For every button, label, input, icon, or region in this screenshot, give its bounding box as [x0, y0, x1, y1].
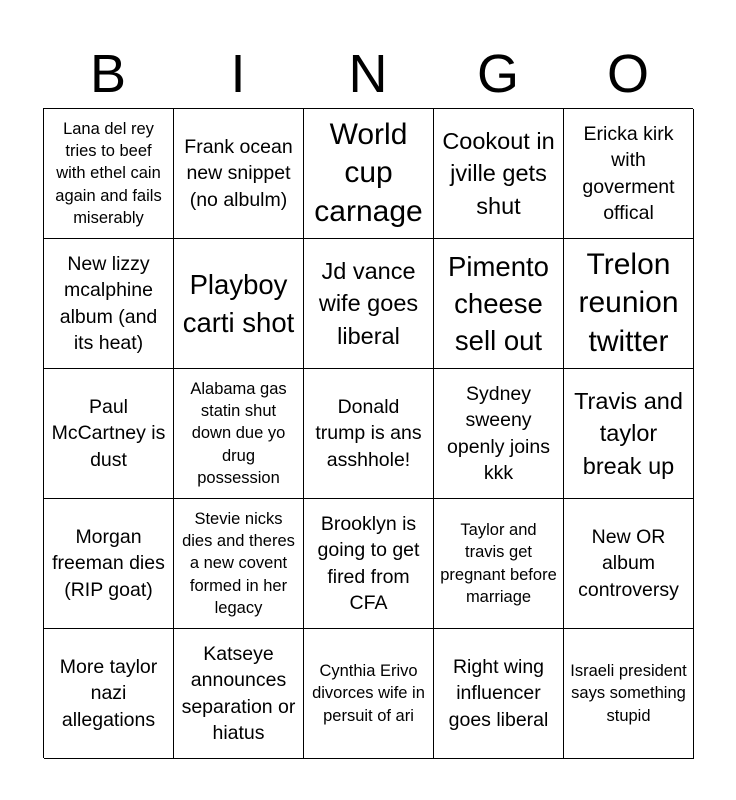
- bingo-cell[interactable]: [564, 629, 694, 759]
- bingo-cell[interactable]: [434, 109, 564, 239]
- bingo-cell[interactable]: [434, 499, 564, 629]
- cell-text: Right wing influencer goes liberal: [448, 656, 549, 731]
- bingo-cell[interactable]: [564, 369, 694, 499]
- bingo-header: [43, 40, 693, 108]
- cell-text: Cookout in jville gets shut: [442, 127, 555, 219]
- cell-text: Cynthia Erivo divorces wife in persuit of ari: [312, 662, 425, 725]
- cell-text: Pimento cheese sell out: [448, 250, 549, 357]
- bingo-cell[interactable]: [174, 109, 304, 239]
- header-letter-b: B: [89, 44, 127, 104]
- bingo-cell[interactable]: [304, 629, 434, 759]
- bingo-cell[interactable]: [174, 239, 304, 369]
- bingo-cell[interactable]: [304, 369, 434, 499]
- cell-text: Stevie nicks dies and theres a new covent formed in her legacy: [182, 509, 295, 617]
- bingo-cell[interactable]: [174, 499, 304, 629]
- cell-text: Trelon reunion twitter: [578, 247, 679, 358]
- bingo-cell[interactable]: [304, 499, 434, 629]
- header-letter-g: G: [476, 44, 519, 104]
- cell-text: Ericka kirk with goverment offical: [582, 123, 675, 224]
- cell-text: Brooklyn is going to get fired from CFA: [317, 513, 420, 614]
- bingo-cell[interactable]: [304, 239, 434, 369]
- bingo-cell[interactable]: [434, 369, 564, 499]
- cell-text: New lizzy mcalphine album (and its heat): [59, 253, 158, 354]
- bingo-cell[interactable]: [564, 109, 694, 239]
- cell-text: Travis and taylor break up: [574, 387, 683, 479]
- cell-text: Paul McCartney is dust: [51, 396, 166, 471]
- bingo-cell[interactable]: [304, 109, 434, 239]
- bingo-cell[interactable]: [564, 239, 694, 369]
- cell-text: Lana del rey tries to beef with ethel cain again and fails miserably: [55, 119, 162, 227]
- bingo-grid: [43, 108, 693, 758]
- cell-text: Sydney sweeny openly joins kkk: [447, 383, 550, 484]
- bingo-cell[interactable]: [434, 629, 564, 759]
- header-letter-n: N: [348, 44, 388, 104]
- bingo-cell[interactable]: [44, 239, 174, 369]
- header-letter-o: O: [606, 44, 649, 104]
- cell-text: Morgan freeman dies (RIP goat): [52, 526, 165, 601]
- cell-text: More taylor nazi allegations: [59, 656, 158, 731]
- bingo-cell[interactable]: [434, 239, 564, 369]
- bingo-cell[interactable]: [174, 629, 304, 759]
- cell-text: Jd vance wife goes liberal: [318, 257, 419, 349]
- cell-text: World cup carnage: [314, 117, 423, 228]
- cell-text: Taylor and travis get pregnant before marriage: [440, 520, 557, 606]
- cell-text: Playboy carti shot: [182, 269, 295, 338]
- bingo-cell[interactable]: [44, 109, 174, 239]
- cell-text: Katseye announces separation or hiatus: [181, 643, 296, 744]
- cell-text: Alabama gas statin shut down due yo drug possession: [190, 379, 287, 487]
- bingo-cell[interactable]: [564, 499, 694, 629]
- bingo-cell[interactable]: [44, 499, 174, 629]
- bingo-cell[interactable]: [44, 629, 174, 759]
- cell-text: New OR album controversy: [578, 526, 679, 601]
- header-letter-i: I: [230, 44, 246, 104]
- bingo-cell[interactable]: [44, 369, 174, 499]
- cell-text: Israeli president says something stupid: [570, 662, 687, 725]
- cell-text: Frank ocean new snippet (no albulm): [184, 136, 293, 211]
- cell-text: Donald trump is ans asshhole!: [315, 396, 422, 471]
- bingo-cell[interactable]: [174, 369, 304, 499]
